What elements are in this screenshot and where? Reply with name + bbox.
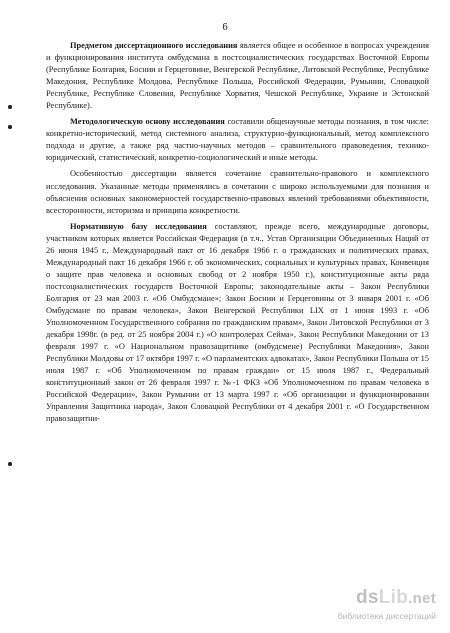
dslib-logo xyxy=(356,587,436,609)
paragraph-methodology xyxy=(46,116,429,164)
margin-bullet-2 xyxy=(8,125,12,129)
paragraph-subject xyxy=(46,40,429,112)
document-body xyxy=(46,40,429,425)
paragraph-lead: Методологическую основу исследования xyxy=(70,117,225,127)
logo-lib: Lib xyxy=(378,587,409,608)
logo-ds: ds xyxy=(355,587,379,608)
paragraph-features xyxy=(46,168,429,216)
dslib-watermark xyxy=(286,587,436,627)
page-number: 6 xyxy=(222,22,228,33)
paragraph-text: Особенностью диссертации является сочетание сравнительно-правового и комплексного исследования. Указанные методы применялись в сочетании с широко используемыми для познания и объяснения основных закономерностей государственно-правовых явлений требованиями объективности, всесторонности, историзма и принципа конкретности. xyxy=(46,169,429,215)
paragraph-lead: Нормативную базу исследования xyxy=(70,221,207,231)
logo-net: .net xyxy=(408,590,436,607)
paragraph-lead: Предметом диссертационного исследования xyxy=(70,41,238,50)
paragraph-text: составляют, прежде всего, международные договоры, участником которых является Российская Федерация (в т.ч., Устав Организации Объединенных Наций от 26 июня 1945 г., Международный пакт от 16 декабря 1966 г. о гражданских и политических правах, Международный пакт 16 декабря 1966 г. об экономических, социальных и культурных правах, Конвенция о защите прав человека и основных свобод от 2 ноября 1950 г.), конституционные акты ряда постсоциалистических государств Восточной Европы; законодательные акты – Закон Республики Болгария от 23 мая 2003 г. «Об Омбудсмане»; Закон Боснии и Герцеговины от 3 января 2001 г. «Об Омбудсмане по правам человека», Закон Венгерской Республики LIX от 1 июня 1993 г. «Об Уполномоченном Государственного собрания по гражданским правам», Закон Литовской Республики от 3 декабря 1998г. (в ред. от 25 ноября 2004 г.) «О контролерах Сейма», Закон Республики Македонии от 13 февраля 1997 г. «О Национальном правозащитнике (омбудсмене) Республики Македония», Закон Республики Молдовы от 17 октября 1997 г. «О парламентских адвокатах», Закон Республики Польша от 15 июля 1987 г. «Об Уполномоченном по правам граждан» от 15 июля 1987 г., Федеральный конституционный закон от 26 февраля 1997 г. №-1 ФКЗ «Об Уполномоченном по правам человека в Российской Федерации», Закон Румынии от 13 марта 1997 г. «Об организации и функционировании Управления Защитника народа», Закон Словацкой Республики от 4 декабря 2001 г. «О Государственном правозащитни- xyxy=(46,221,429,424)
paragraph-text: является общее и особенное в вопросах учреждения и функционирования института омбудсмана в постсоциалистических государствах Восточной Европы (Республике Болгария, Боснии и Герцеговине, Венгерской Республике, Литовской Республике, Республике Македония, Республике Молдова, Республике Польша, Российской Федерации, Румынии, Словацкой Республике, Республике Словения, Республике Хорватия, Чешской Республике, Украине и Эстонской Республике). xyxy=(46,41,429,111)
margin-bullet-1 xyxy=(8,105,12,109)
margin-bullet-3 xyxy=(8,462,12,466)
watermark-subtitle: библиотека диссертаций xyxy=(337,611,436,621)
paragraph-text: составили общенаучные методы познания, в том числе: конкретно-исторический, метод системного анализа, структурно-функциональный, метод комплексного подхода и другие, а также ряд частно-научных методов – сравнительного правоведения, технико-юридический, статистический, конкретно-социологический и иные методы. xyxy=(46,117,429,163)
paragraph-normative-base xyxy=(46,221,429,426)
